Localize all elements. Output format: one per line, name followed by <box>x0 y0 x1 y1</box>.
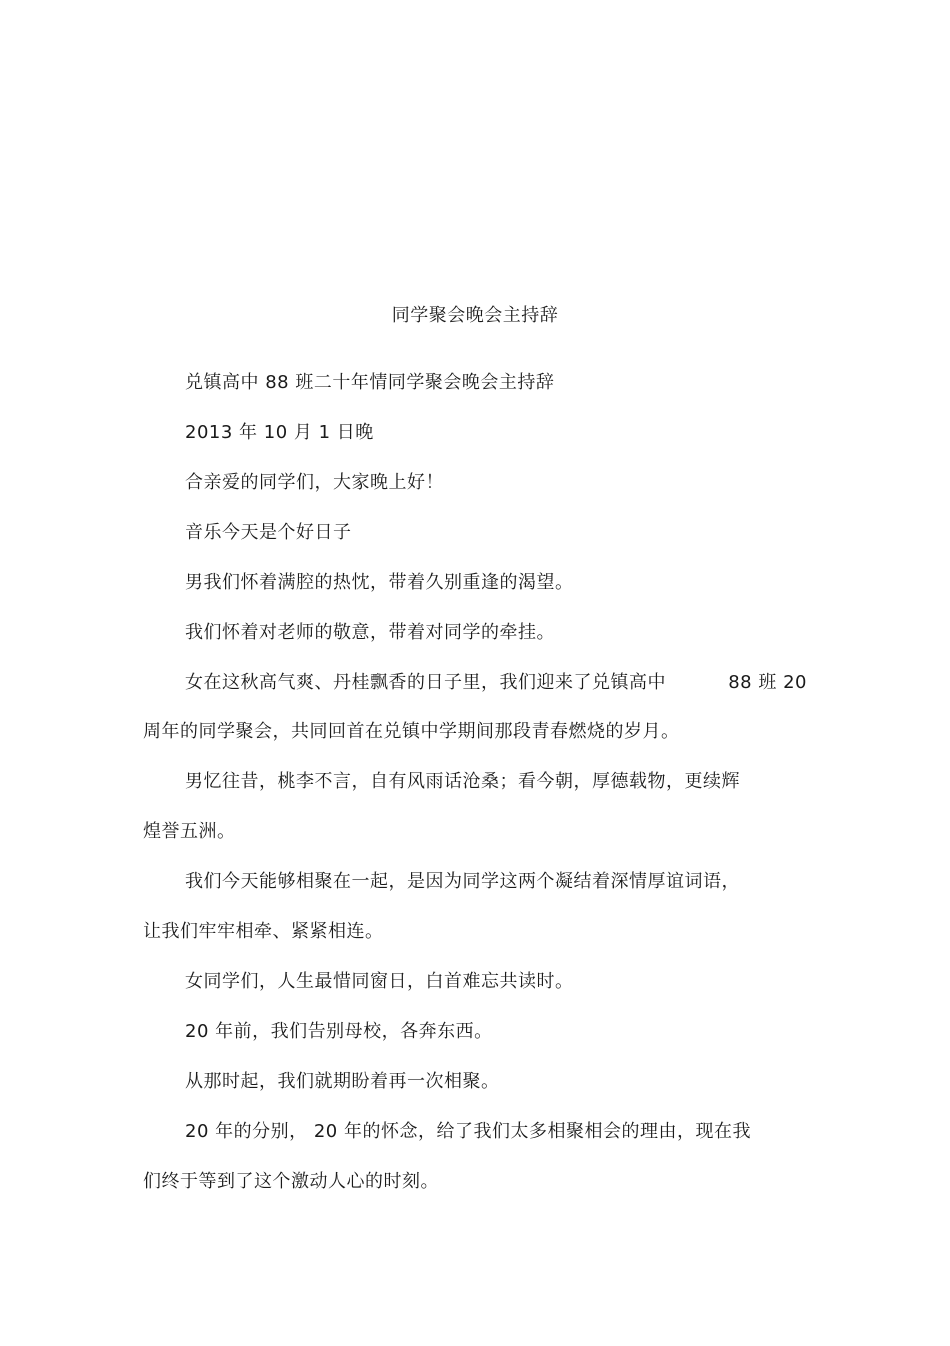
paragraph-line: 兑镇高中 88 班二十年情同学聚会晚会主持辞 <box>185 372 555 393</box>
paragraph-line: 我们今天能够相聚在一起，是因为同学这两个凝结着深情厚谊词语， <box>185 871 740 892</box>
paragraph-line: 周年的同学聚会，共同回首在兑镇中学期间那段青春燃烧的岁月。 <box>143 721 680 742</box>
paragraph-segment: 女在这秋高气爽、丹桂飘香的日子里，我们迎来了兑镇高中 <box>185 672 666 693</box>
paragraph-line: 们终于等到了这个激动人心的时刻。 <box>143 1171 439 1192</box>
paragraph-line: 合亲爱的同学们，大家晚上好！ <box>185 472 444 493</box>
paragraph-line: 男忆往昔，桃李不言，自有风雨话沧桑；看今朝，厚德载物，更续辉 <box>185 771 740 792</box>
paragraph-line: 20 年前，我们告别母校，各奔东西。 <box>185 1021 493 1042</box>
paragraph-line: 2013 年 10 月 1 日晚 <box>185 422 374 443</box>
paragraph-line: 男我们怀着满腔的热忱，带着久别重逢的渴望。 <box>185 572 574 593</box>
paragraph-segment: 88 班 20 <box>728 672 807 693</box>
paragraph-line: 让我们牢牢相牵、紧紧相连。 <box>143 921 384 942</box>
paragraph-line: 20 年的分别， 20 年的怀念，给了我们太多相聚相会的理由，现在我 <box>185 1121 751 1142</box>
paragraph-line: 音乐今天是个好日子 <box>185 522 352 543</box>
document-title: 同学聚会晚会主持辞 <box>391 305 559 326</box>
paragraph-line <box>185 669 807 697</box>
paragraph-line: 从那时起，我们就期盼着再一次相聚。 <box>185 1071 500 1092</box>
paragraph-line: 我们怀着对老师的敬意，带着对同学的牵挂。 <box>185 622 555 643</box>
paragraph-line: 女同学们，人生最惜同窗日，白首难忘共读时。 <box>185 971 574 992</box>
paragraph-line: 煌誉五洲。 <box>143 821 236 842</box>
